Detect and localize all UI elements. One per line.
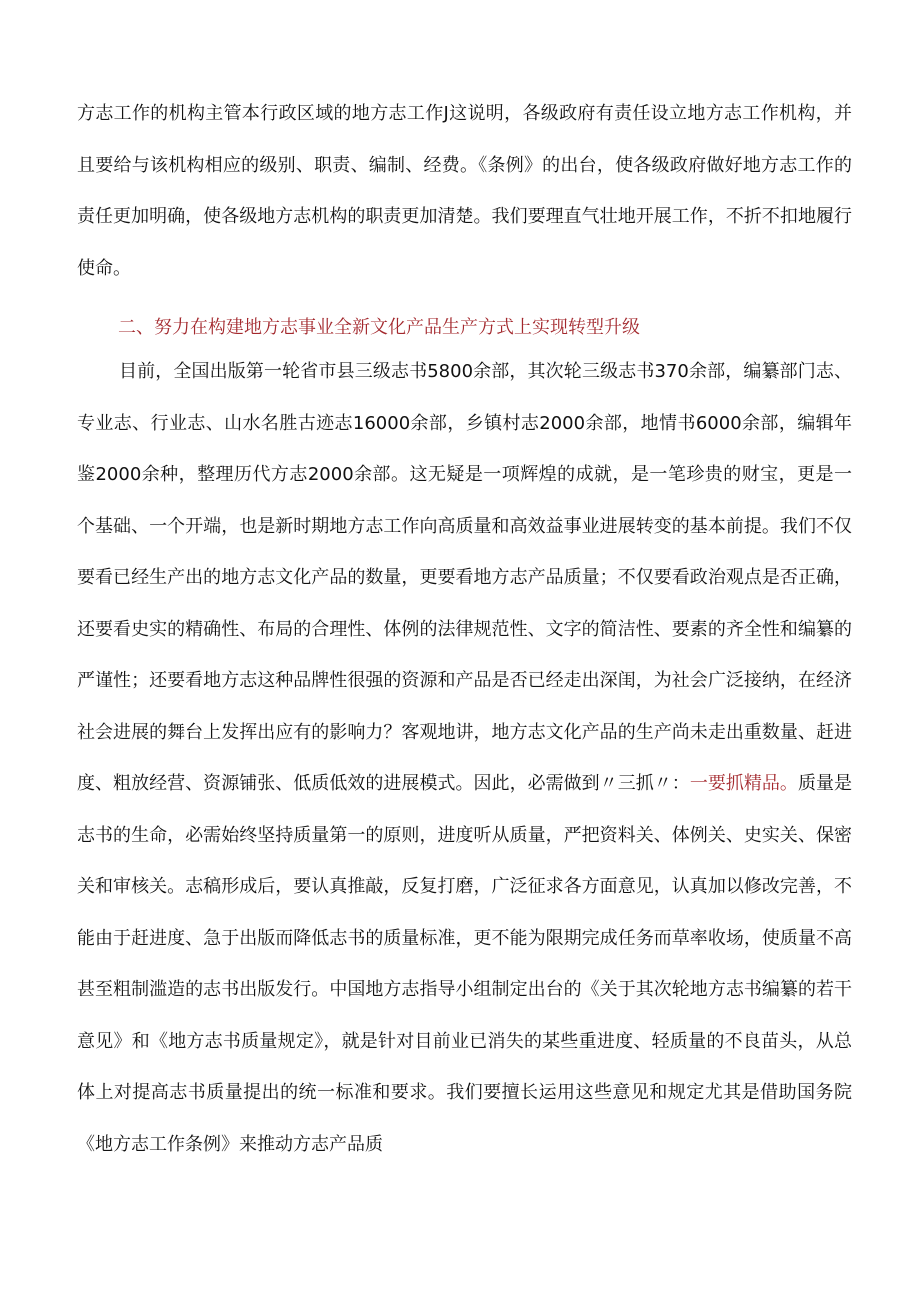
paragraph-2 — [77, 346, 852, 1170]
paragraph-2-emphasis: 一要抓精品。 — [689, 773, 798, 794]
paragraph-2-text-after: 质量是志书的生命，必需始终坚持质量第一的原则，进度听从质量，严把资料关、体例关、史实关、保密关和审核关。志稿形成后，要认真推敲，反复打磨，广泛征求各方面意见，认真加以修改完善，不能由于赶进度、急于出版而降低志书的质量标准，更不能为限期完成任务而草率收场，使质量不高甚至粗制滥造的志书出版发行。中国地方志指导小组制定出台的《关于其次轮地方志书编纂的若干意见》和《地方志书质量规定》，就是针对目前业已消失的某些重进度、轻质量的不良苗头，从总体上对提高志书质量提出的统一标准和要求。我们要擅长运用这些意见和规定尤其是借助国务院《地方志工作条例》来推动方志产品质 — [77, 773, 853, 1155]
paragraph-2-text-before: 目前，全国出版第一轮省市县三级志书5800余部，其次轮三级志书370余部，编纂部门志、专业志、行业志、山水名胜古迹志16000余部，乡镇村志2000余部，地情书6000余部，编辑年鉴2000余种，整理历代方志2000余部。这无疑是一项辉煌的成就，是一笔珍贵的财宝，更是一个基础、一个开端，也是新时期地方志工作向高质量和高效益事业进展转变的基本前提。我们不仅要看已经生产出的地方志文化产品的数量，更要看地方志产品质量；不仅要看政治观点是否正确，还要看史实的精确性、布局的合理性、体例的法律规范性、文字的简洁性、要素的齐全性和编纂的严谨性；还要看地方志这种品牌性很强的资源和产品是否已经走出深闺，为社会广泛接纳，在经济社会进展的舞台上发挥出应有的影响力？客观地讲，地方志文化产品的生产尚未走出重数量、赶进度、粗放经营、资源铺张、低质低效的进展模式。因此，必需做到〃三抓〃： — [77, 361, 852, 794]
paragraph-1: 方志工作的机构主管本行政区域的地方志工作J这说明，各级政府有责任设立地方志工作机构，并且要给与该机构相应的级别、职责、编制、经费。《条例》的出台，使各级政府做好地方志工作的责任更加明确，使各级地方志机构的职责更加清楚。我们要理直气壮地开展工作，不折不扣地履行使命。 — [77, 103, 852, 279]
section-heading: 二、努力在构建地方志事业全新文化产品生产方式上实现转型升级 — [118, 317, 640, 338]
